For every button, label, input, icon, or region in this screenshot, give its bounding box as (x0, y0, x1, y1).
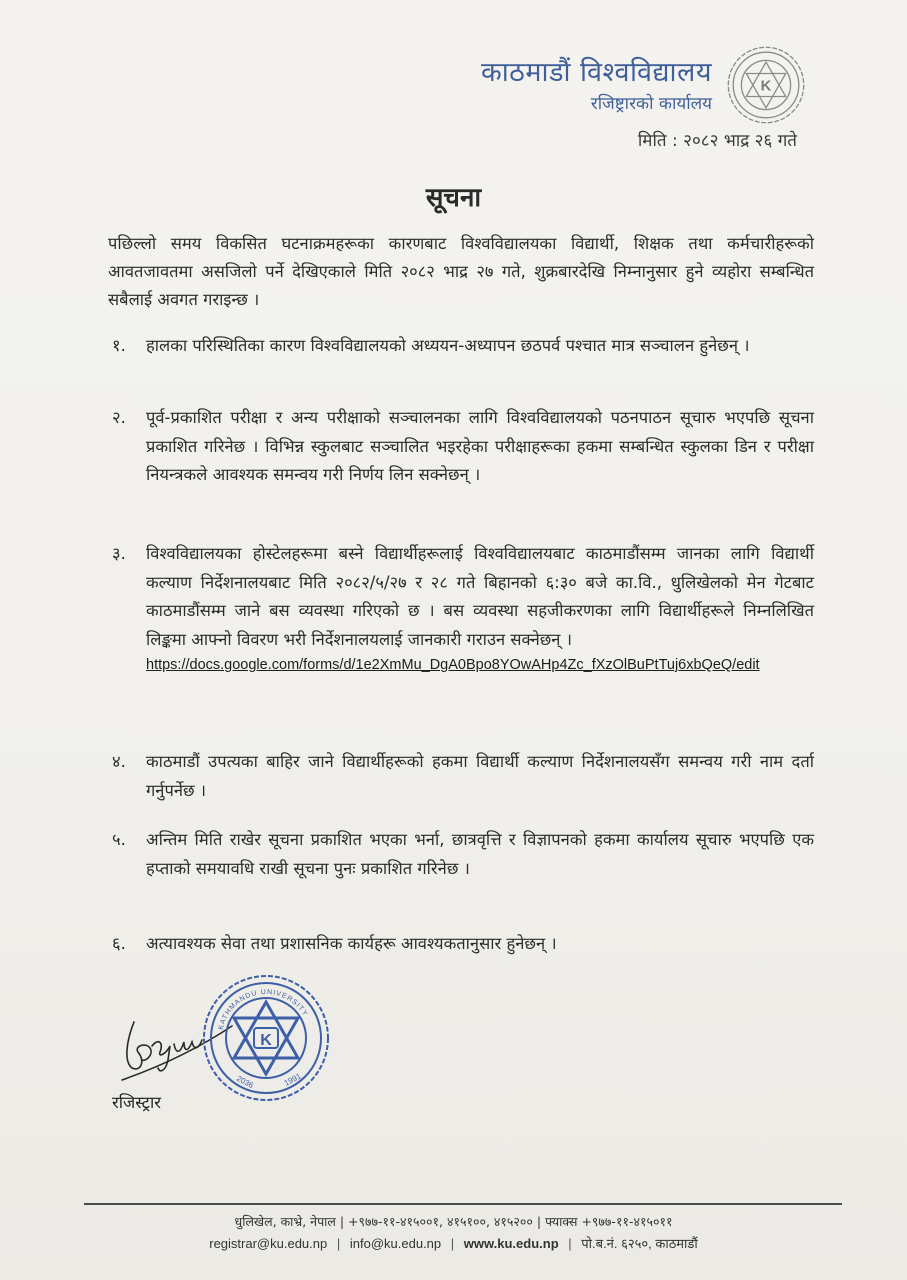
list-item (108, 332, 814, 361)
info-email[interactable]: info@ku.edu.np (349, 1236, 442, 1251)
item-text: अत्यावश्यक सेवा तथा प्रशासनिक कार्यहरू आवश्यकतानुसार हुनेछन् । (146, 934, 557, 953)
notice-title: सूचना (425, 183, 482, 213)
footer-separator: | (450, 1236, 455, 1251)
university-name: काठमाडौं विश्वविद्यालय (480, 57, 712, 88)
university-seal-icon (200, 972, 332, 1104)
po-box: पो.ब.नं. ६२५०, काठमाडौं (581, 1236, 698, 1251)
item-number: ६. (112, 934, 126, 953)
list-item (108, 404, 814, 490)
university-logo-icon (725, 44, 807, 126)
svg-text:K: K (760, 78, 772, 95)
item-text: अन्तिम मिति राखेर सूचना प्रकाशित भएका भर्ना, छात्रवृत्ति र विज्ञापनको हकमा कार्यालय सूचारु भएपछि एक हप्ताको समयावधि राखी सूचना पुनः प्रकाशित गरिनेछ । (146, 830, 814, 878)
seal-year-left: 2036 (235, 1073, 255, 1091)
list-item (108, 748, 814, 805)
footer-address: धुलिखेल, काभ्रे, नेपाल | +९७७-११-४१५००१, ४१५१००, ४१५२०० | फ्याक्स +९७७-११-४१५०११ (234, 1214, 673, 1229)
signatory-title: रजिस्ट्रार (112, 1093, 162, 1112)
footer-separator: | (568, 1236, 572, 1251)
intro-paragraph: पछिल्लो समय विकसित घटनाक्रमहरूका कारणबाट विश्वविद्यालयका विद्यार्थी, शिक्षक तथा कर्मचारीहरूको आवतजावतमा असजिलो पर्ने देखिएकाले मिति २०८२ भाद्र २७ गते, शुक्रबारदेखि निम्नानुसार हुने व्यहोरा सम्बन्धित सबैलाई अवगत गराइन्छ । (108, 234, 814, 309)
list-item (108, 540, 814, 676)
seal-text: KATHMANDU UNIVERSITY (217, 988, 309, 1031)
list-item (108, 826, 814, 883)
item-text: हालका परिस्थितिका कारण विश्वविद्यालयको अध्ययन-अध्यापन छठपर्व पश्चात मात्र सञ्चालन हुनेछन् । (146, 336, 750, 355)
seal-year-right: 1991 (282, 1071, 303, 1088)
signature-block (108, 972, 348, 1122)
item-text: पूर्व-प्रकाशित परीक्षा र अन्य परीक्षाको सञ्चालनका लागि विश्वविद्यालयको पठनपाठन सूचारु भएपछि सूचना प्रकाशित गरिनेछ । विभिन्न स्कुलबाट सञ्चालित भइरहेका परीक्षाहरूका हकमा सम्बन्धित स्कुलका डिन र परीक्षा नियन्त्रकले आवश्यक समन्वय गरी निर्णय लिन सक्नेछन् । (146, 408, 814, 484)
item-number: ४. (112, 752, 126, 771)
notice-date: मिति : २०८२ भाद्र २६ गते (637, 131, 797, 151)
item-number: ३. (112, 544, 126, 563)
item-number: ५. (112, 830, 126, 849)
item-text: विश्वविद्यालयका होस्टेलहरूमा बस्ने विद्यार्थीहरूलाई विश्वविद्यालयबाट काठमाडौंसम्म जानका लागि विद्यार्थी कल्याण निर्देशनालयबाट मिति २०८२/५/२७ र २८ गते बिहानको ६:३० बजे का.वि., धुलिखेलको मेन गेटबाट काठमाडौंसम्म जाने बस व्यवस्था गरिएको छ । बस व्यवस्था सहजीकरणका लागि विद्यार्थीहरूले निम्नलिखित लिङ्कमा आफ्नो विवरण भरी निर्देशनालयलाई जानकारी गराउन सक्नेछन् । (146, 544, 814, 649)
list-item (108, 930, 814, 959)
website-link[interactable]: www.ku.edu.np (463, 1236, 559, 1251)
office-name: रजिष्ट्रारको कार्यालय (590, 94, 712, 114)
item-text: काठमाडौं उपत्यका बाहिर जाने विद्यार्थीहरूको हकमा विद्यार्थी कल्याण निर्देशनालयसँग समन्वय गरी नाम दर्ता गर्नुपर्नेछ । (146, 752, 814, 800)
item-number: १. (112, 336, 126, 355)
footer-contacts (0, 1234, 907, 1252)
registrar-email[interactable]: registrar@ku.edu.np (209, 1236, 328, 1251)
svg-text:K: K (260, 1032, 272, 1049)
footer-separator: | (336, 1236, 341, 1251)
footer-divider (84, 1203, 842, 1205)
letterhead (481, 56, 712, 116)
item-number: २. (112, 408, 126, 427)
bus-registration-link[interactable]: https://docs.google.com/forms/d/1e2XmMu_DgA0Bpo8YOwAHp4Zc_fXzOlBuPtTuj6xbQeQ/edit (146, 657, 760, 673)
